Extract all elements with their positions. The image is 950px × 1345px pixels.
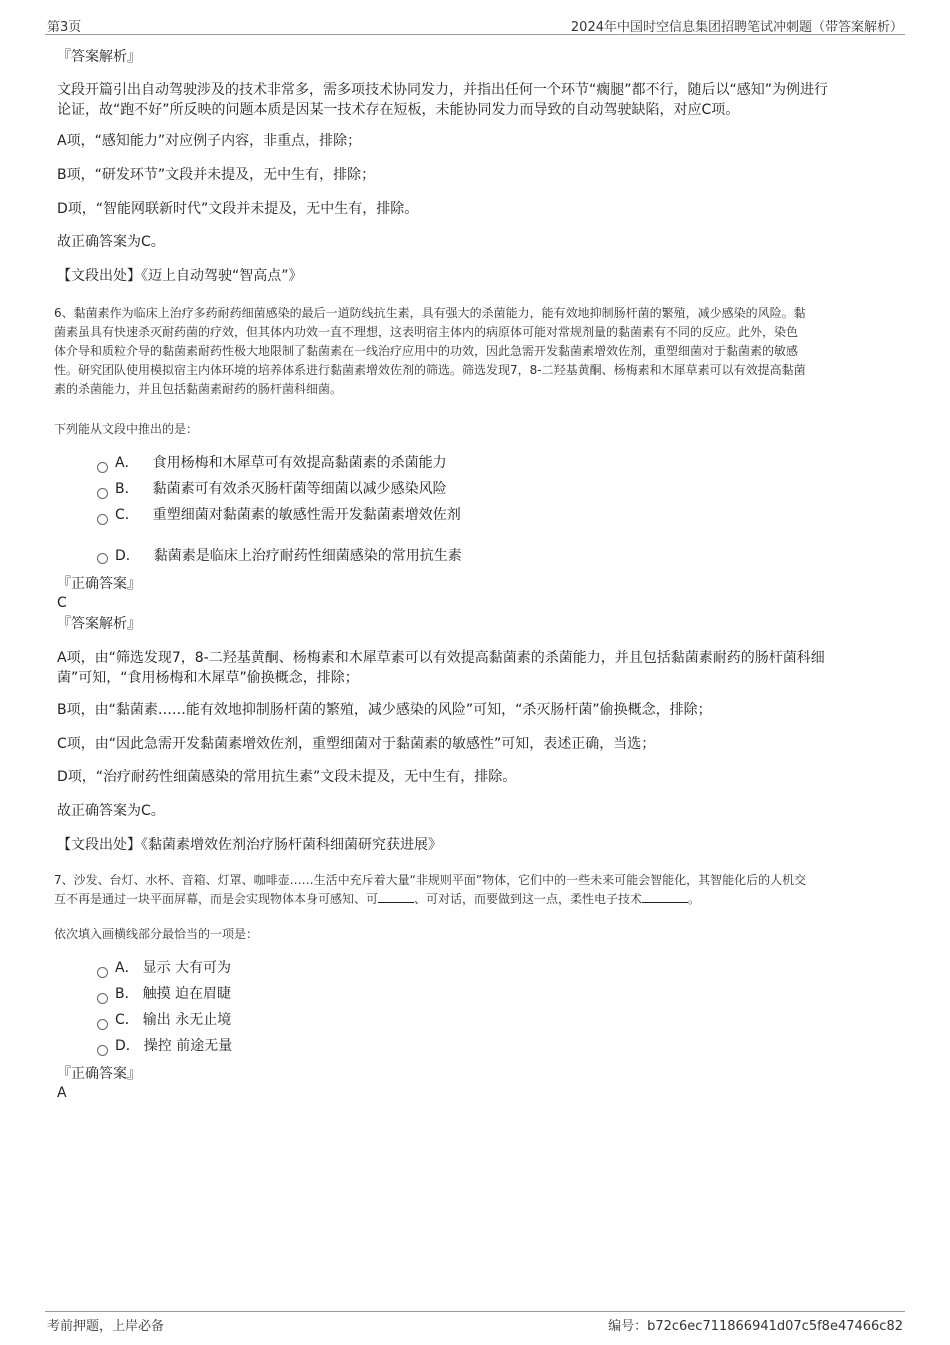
q6-stem-line: 菌素虽具有快速杀灭耐药菌的疗效，但其体内功效一直不理想，这表明宿主体内的病原体可能对常规剂量的黏菌素有不同的反应。此外，染色 — [54, 325, 799, 339]
q5-option-b-analysis: B项，“研发环节”文段并未提及，无中生有，排除； — [57, 167, 376, 183]
q7-prompt: 依次填入画横线部分最恰当的一项是： — [54, 927, 259, 941]
q7-stem-part: 、可对话，而要做到这一点，柔性电子技术 — [414, 892, 643, 906]
q6-option-d-radio[interactable] — [97, 553, 108, 564]
page-footer — [45, 1311, 905, 1336]
q5-option-a-analysis: A项，“感知能力”对应例子内容，非重点，排除； — [57, 133, 362, 149]
q5-analysis-text — [57, 80, 828, 120]
q6-analysis-line: 菌”可知，“食用杨梅和木犀草”偷换概念，排除； — [57, 670, 359, 686]
option-text: 黏菌素可有效杀灭肠杆菌等细菌以减少感染风险 — [152, 481, 447, 497]
option-letter: A． — [115, 455, 139, 471]
option-letter: A． — [115, 960, 139, 976]
option-text: 操控 前途无量 — [143, 1038, 233, 1054]
q6-option-c-radio[interactable] — [97, 514, 108, 525]
q7-stem-part: 。 — [688, 892, 701, 906]
page-number: 第3页 — [47, 20, 82, 35]
q6-stem-line: 素的杀菌能力，并且包括黏菌素耐药的肠杆菌科细菌。 — [54, 382, 343, 396]
option-letter: B． — [115, 481, 139, 497]
fill-blank-2[interactable] — [642, 890, 688, 903]
q6-stem-line: 性。研究团队使用模拟宿主内体环境的培养体系进行黏菌素增效佐剂的筛选。筛选发现7，8-二羟基黄酮、杨梅素和木犀草素可以有效提高黏菌 — [54, 363, 806, 377]
fill-blank-1[interactable] — [378, 890, 414, 903]
q6-stem-line: 6、黏菌素作为临床上治疗多药耐药细菌感染的最后一道防线抗生素，具有强大的杀菌能力，能有效地抑制肠杆菌的繁殖，减少感染的风险。黏 — [54, 306, 806, 320]
q6-stem-line: 体介导和质粒介导的黏菌素耐药性极大地限制了黏菌素在一线治疗应用中的功效，因此急需开发黏菌素增效佐剂，重塑细菌对于黏菌素的敏感 — [54, 344, 799, 358]
q7-option-c-radio[interactable] — [97, 1019, 108, 1030]
option-text: 黏菌素是临床上治疗耐药性细菌感染的常用抗生素 — [153, 548, 462, 564]
q6-prompt: 下列能从文段中推出的是： — [54, 422, 199, 436]
q5-conclusion: 故正确答案为C。 — [57, 234, 165, 250]
q6-source: 【文段出处】《黏菌素增效佐剂治疗肠杆菌科细菌研究获进展》 — [57, 837, 442, 853]
option-text: 重塑细菌对黏菌素的敏感性需开发黏菌素增效佐剂 — [152, 507, 461, 523]
q6-option-c[interactable] — [115, 505, 461, 525]
q6-option-b-radio[interactable] — [97, 488, 108, 499]
option-letter: D． — [115, 548, 140, 564]
q7-stem — [54, 871, 806, 909]
q7-stem-line: 7、沙发、台灯、水杯、音箱、灯罩、咖啡壶……生活中充斥着大量“非规则平面”物体，它们中的一些未来可能会智能化，其智能化后的人机交 — [54, 873, 807, 887]
q7-stem-part: 互不再是通过一块平面屏幕，而是会实现物体本身可感知、可 — [54, 892, 379, 906]
q6-option-a-analysis — [57, 648, 825, 688]
q7-option-c[interactable] — [115, 1010, 231, 1030]
q7-option-b-radio[interactable] — [97, 993, 108, 1004]
q6-option-b[interactable] — [115, 479, 447, 499]
q7-answer: A — [57, 1085, 67, 1101]
footer-slogan: 考前押题，上岸必备 — [47, 1319, 165, 1334]
option-text: 食用杨梅和木犀草可有效提高黏菌素的杀菌能力 — [152, 455, 447, 471]
q6-conclusion: 故正确答案为C。 — [57, 803, 165, 819]
q7-answer-label: 『正确答案』 — [57, 1066, 141, 1082]
document-title: 2024年中国时空信息集团招聘笔试冲刺题（带答案解析） — [570, 20, 903, 35]
q6-option-d[interactable] — [115, 546, 462, 566]
q6-answer-label: 『正确答案』 — [57, 576, 141, 592]
document-id: 编号：b72c6ec711866941d07c5f8e47466c82 — [608, 1319, 903, 1334]
q7-option-d-radio[interactable] — [97, 1045, 108, 1056]
option-letter: C． — [115, 1012, 139, 1028]
page-header — [45, 14, 905, 35]
q5-option-d-analysis: D项，“智能网联新时代”文段并未提及，无中生有，排除。 — [57, 201, 419, 217]
option-text: 触摸 迫在眉睫 — [142, 986, 232, 1002]
option-text: 显示 大有可为 — [142, 960, 232, 976]
q6-answer: C — [57, 595, 67, 611]
q7-option-a[interactable] — [115, 958, 231, 978]
q6-stem — [54, 304, 806, 399]
option-text: 输出 永无止境 — [142, 1012, 232, 1028]
q6-option-b-analysis: B项，由“黏菌素……能有效地抑制肠杆菌的繁殖，减少感染的风险”可知，“杀灭肠杆菌”偷换概念，排除； — [57, 702, 712, 718]
q7-option-b[interactable] — [115, 984, 231, 1004]
option-letter: C． — [115, 507, 139, 523]
q5-analysis-label: 『答案解析』 — [57, 49, 141, 65]
q6-option-c-analysis: C项，由“因此急需开发黏菌素增效佐剂，重塑细菌对于黏菌素的敏感性”可知，表述正确，当选； — [57, 736, 656, 752]
q6-option-a-radio[interactable] — [97, 462, 108, 473]
option-letter: D． — [115, 1038, 140, 1054]
q6-analysis-label: 『答案解析』 — [57, 616, 141, 632]
q5-source: 【文段出处】《迈上自动驾驶“智高点”》 — [57, 268, 303, 284]
option-letter: B． — [115, 986, 139, 1002]
q6-analysis-line: A项，由“筛选发现7，8-二羟基黄酮、杨梅素和木犀草素可以有效提高黏菌素的杀菌能力，并且包括黏菌素耐药的肠杆菌科细 — [57, 650, 825, 666]
q5-analysis-line: 论证，故“跑不好”所反映的问题本质是因某一技术存在短板，未能协同发力而导致的自动驾驶缺陷，对应C项。 — [57, 102, 740, 118]
q6-option-d-analysis: D项，“治疗耐药性细菌感染的常用抗生素”文段未提及，无中生有，排除。 — [57, 769, 517, 785]
q7-stem-line — [54, 890, 806, 909]
q5-analysis-line: 文段开篇引出自动驾驶涉及的技术非常多，需多项技术协同发力，并指出任何一个环节“瘸腿”都不行，随后以“感知”为例进行 — [57, 82, 829, 98]
q7-option-a-radio[interactable] — [97, 967, 108, 978]
q7-option-d[interactable] — [115, 1036, 232, 1056]
q6-option-a[interactable] — [115, 453, 447, 473]
